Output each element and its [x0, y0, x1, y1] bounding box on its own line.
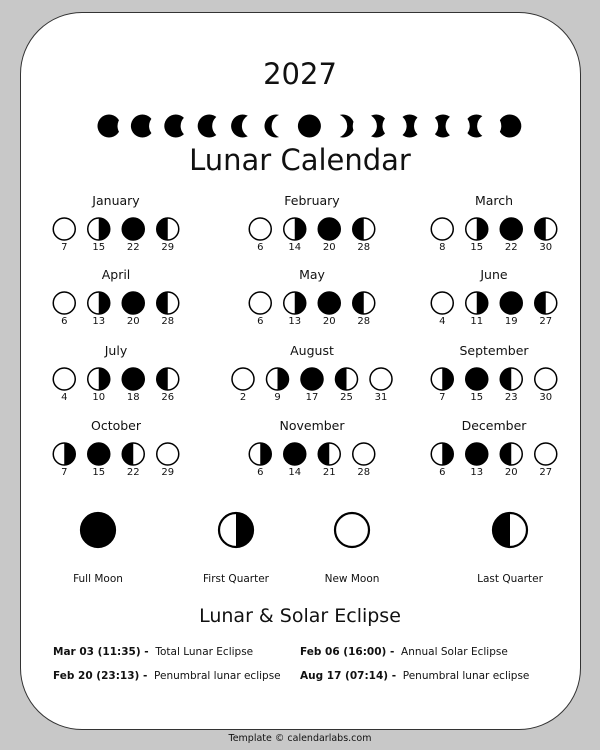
moon-date: 10: [92, 392, 106, 403]
page-title: Lunar Calendar: [189, 143, 411, 177]
moon-date: 22: [504, 242, 518, 253]
moon-date: 19: [504, 316, 518, 327]
last-moon-icon: [157, 292, 179, 314]
footer-credit[interactable]: Template © calendarlabs.com: [228, 733, 372, 744]
first-moon-icon: [431, 443, 453, 465]
moon-date: 25: [340, 392, 353, 403]
full-moon-icon: [318, 292, 340, 314]
moon-date: 27: [539, 316, 553, 327]
moon-date: 7: [439, 392, 446, 403]
moon-date: 23: [504, 392, 518, 403]
moon-date: 6: [61, 316, 68, 327]
month-name: October: [90, 418, 142, 433]
moon-date: 20: [504, 467, 518, 478]
full-moon-icon: [88, 443, 110, 465]
month-name: November: [279, 418, 345, 433]
moon-date: 15: [470, 242, 484, 253]
eclipse-item: [300, 670, 529, 682]
eclipse-date: Mar 03 (11:35) -: [53, 646, 149, 658]
new-moon-icon: [157, 443, 179, 465]
moon-date: 29: [161, 242, 175, 253]
last-moon-icon: [353, 218, 375, 240]
eclipse-title: Lunar & Solar Eclipse: [199, 605, 401, 627]
moon-date: 20: [322, 316, 336, 327]
first-moon-icon: [431, 368, 453, 390]
moon-date: 21: [322, 467, 336, 478]
moon-date: 11: [470, 316, 484, 327]
moon-date: 9: [274, 392, 281, 403]
moon-date: 22: [126, 242, 140, 253]
first-moon-icon: [219, 513, 253, 547]
first-moon-icon: [249, 443, 271, 465]
last-moon-icon: [336, 368, 358, 390]
full-moon-icon: [284, 443, 306, 465]
eclipse-date: Feb 06 (16:00) -: [300, 646, 395, 658]
moon-date: 7: [61, 467, 68, 478]
moon-date: 26: [161, 392, 175, 403]
legend-label: New Moon: [324, 573, 380, 585]
moon-date: 22: [126, 467, 140, 478]
first-moon-icon: [88, 292, 110, 314]
last-moon-icon: [353, 292, 375, 314]
legend-label: First Quarter: [203, 573, 269, 585]
new-moon-icon: [431, 218, 453, 240]
full-moon-icon: [466, 368, 488, 390]
moon-date: 29: [161, 467, 175, 478]
last-moon-icon: [500, 443, 522, 465]
month-name: December: [461, 418, 527, 433]
new-moon-icon: [535, 443, 557, 465]
new-moon-icon: [335, 513, 369, 547]
year-heading: 2027: [263, 57, 337, 91]
new-moon-icon: [431, 292, 453, 314]
new-moon-icon: [249, 218, 271, 240]
full-moon-icon: [122, 218, 144, 240]
month-name: May: [299, 267, 325, 282]
moon-date: 17: [305, 392, 319, 403]
last-moon-icon: [157, 218, 179, 240]
moon-date: 28: [161, 316, 175, 327]
month-name: June: [480, 267, 508, 282]
first-moon-icon: [267, 368, 289, 390]
moon-date: 13: [470, 467, 484, 478]
moon-date: 18: [126, 392, 140, 403]
moon-date: 4: [439, 316, 446, 327]
moon-date: 6: [257, 467, 264, 478]
moon-date: 6: [439, 467, 446, 478]
month-name: January: [92, 193, 140, 208]
full-moon-icon: [122, 292, 144, 314]
moon-date: 28: [357, 467, 371, 478]
new-moon-icon: [53, 292, 75, 314]
first-moon-icon: [466, 292, 488, 314]
full-moon-icon: [500, 218, 522, 240]
moon-date: 31: [374, 392, 388, 403]
new-moon-icon: [249, 292, 271, 314]
full-moon-icon: [81, 513, 115, 547]
legend-label: Last Quarter: [477, 573, 543, 585]
eclipse-desc: Annual Solar Eclipse: [401, 646, 508, 658]
new-moon-icon: [535, 368, 557, 390]
month-name: March: [474, 193, 514, 208]
moon-date: 13: [92, 316, 106, 327]
moon-date: 30: [539, 242, 553, 253]
moon-date: 13: [288, 316, 302, 327]
eclipse-item: [53, 646, 253, 658]
full-moon-icon: [466, 443, 488, 465]
moon-date: 28: [357, 242, 371, 253]
first-moon-icon: [466, 218, 488, 240]
eclipse-item: [300, 646, 508, 658]
first-moon-icon: [284, 218, 306, 240]
eclipse-desc: Total Lunar Eclipse: [155, 646, 254, 658]
eclipse-desc: Penumbral lunar eclipse: [402, 670, 530, 682]
moon-date: 15: [92, 242, 106, 253]
month-name: April: [101, 267, 131, 282]
moon-date: 6: [257, 242, 264, 253]
new-moon-icon: [53, 218, 75, 240]
legend-label: Full Moon: [73, 573, 123, 585]
last-moon-icon: [535, 292, 557, 314]
last-moon-icon: [318, 443, 340, 465]
moon-date: 20: [322, 242, 336, 253]
new-moon-icon: [53, 368, 75, 390]
last-moon-icon: [535, 218, 557, 240]
first-moon-icon: [88, 218, 110, 240]
moon-date: 4: [61, 392, 68, 403]
last-moon-icon: [493, 513, 527, 547]
new-moon-icon: [232, 368, 254, 390]
moon-date: 2: [239, 392, 247, 403]
month-name: February: [284, 193, 340, 208]
moon-date: 6: [257, 316, 264, 327]
moon-date: 30: [539, 392, 553, 403]
last-moon-icon: [157, 368, 179, 390]
moon-date: 28: [357, 316, 371, 327]
moon-date: 15: [92, 467, 106, 478]
first-moon-icon: [88, 368, 110, 390]
first-moon-icon: [284, 292, 306, 314]
moon-date: 7: [61, 242, 68, 253]
first-moon-icon: [53, 443, 75, 465]
moon-date: 14: [288, 242, 302, 253]
new-moon-icon: [353, 443, 375, 465]
full-moon-icon: [318, 218, 340, 240]
last-moon-icon: [500, 368, 522, 390]
eclipse-date: Feb 20 (23:13) -: [53, 670, 148, 682]
eclipse-date: Aug 17 (07:14) -: [300, 670, 397, 682]
new-moon-icon: [370, 368, 392, 390]
moon-date: 27: [539, 467, 553, 478]
moon-date: 8: [439, 242, 446, 253]
last-moon-icon: [122, 443, 144, 465]
eclipse-desc: Penumbral lunar eclipse: [154, 670, 281, 682]
full-moon-icon: [122, 368, 144, 390]
moon-date: 14: [288, 467, 302, 478]
moon-date: 20: [126, 316, 140, 327]
full-moon-icon: [500, 292, 522, 314]
month-name: September: [459, 343, 529, 358]
month-name: August: [290, 343, 334, 358]
eclipse-item: [53, 670, 281, 682]
month-name: July: [104, 343, 128, 358]
moon-date: 15: [470, 392, 484, 403]
full-moon-icon: [301, 368, 323, 390]
